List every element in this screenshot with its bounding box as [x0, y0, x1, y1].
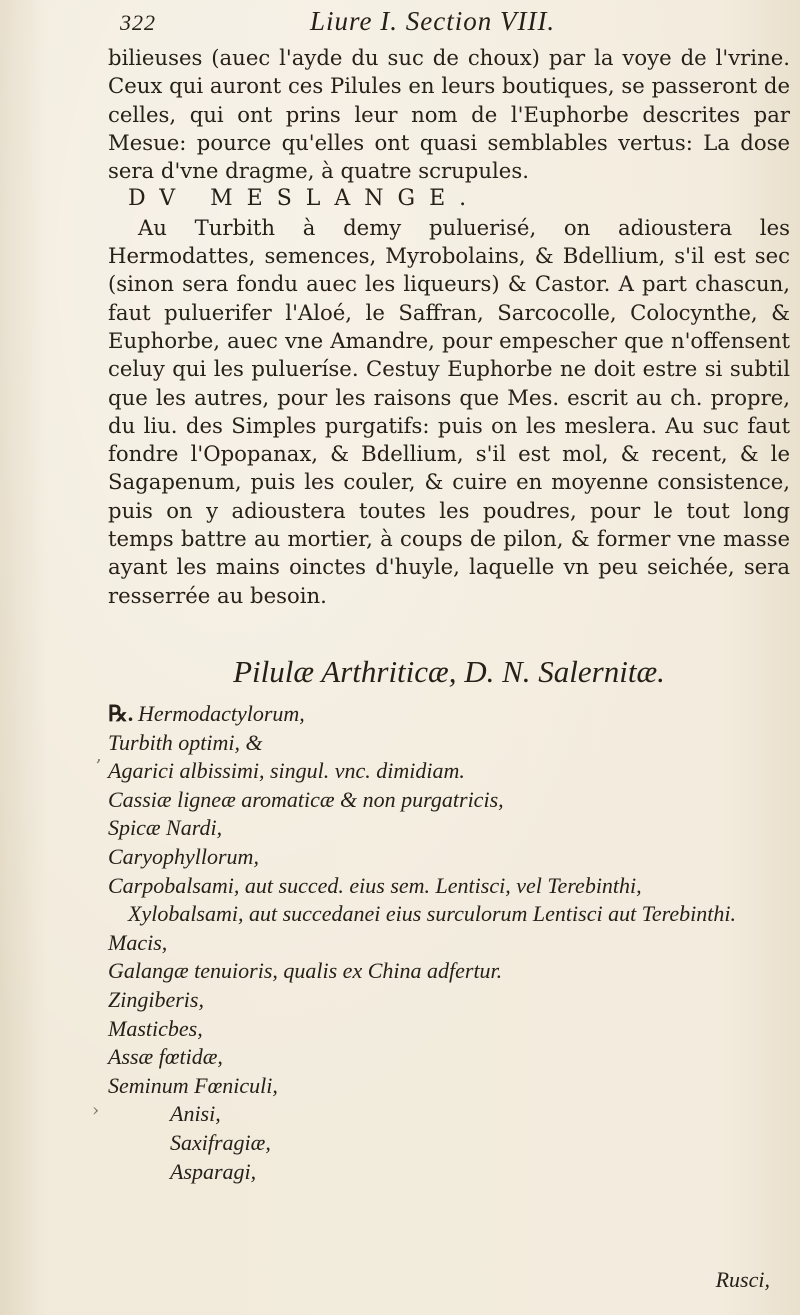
- ingredient-text: Galangæ tenuioris, qualis ex China adfertur.: [108, 958, 503, 984]
- ingredient-text: Anisi,: [170, 1101, 221, 1127]
- list-item: [108, 757, 790, 786]
- list-item: [108, 814, 790, 843]
- list-item: [108, 1129, 790, 1158]
- ingredient-text: Cassiæ ligneæ aromaticæ & non purgatricis,: [108, 786, 504, 812]
- catchword: Rusci,: [715, 1267, 770, 1292]
- recipe-symbol: ℞.: [108, 701, 134, 726]
- paragraph-1: bilieuses (auec l'ayde du suc de choux) par la voye de l'vrine. Ceux qui auront ces Pilules en leurs boutiques, se passeront de celles, qui ont prins leur nom de l'Euphorbe descrites par Mesue: pource qu'elles ont quasi semblables vertus: La dose sera d'vne dragme, à quatre scrupules.: [108, 45, 790, 184]
- page-header: [110, 6, 670, 38]
- list-item: [108, 786, 790, 815]
- list-item: [108, 1100, 790, 1129]
- list-item: [108, 900, 790, 929]
- margin-mark: ,: [96, 745, 102, 766]
- list-item: [108, 872, 790, 901]
- ingredient-text: Caryophyllorum,: [108, 843, 259, 869]
- recipe-title: Pilulæ Arthriticæ, D. N. Salernitæ.: [233, 654, 665, 689]
- paragraph-2: Au Turbith à demy puluerisé, on adioustera les Hermodattes, semences, Myrobolains, & Bdellium, s'il est sec (sinon sera fondu auec les liqueurs) & Castor. A part chascun, faut puluerifer l'Aloé, le Saffran, Sarcocolle, Colocynthe, & Euphorbe, auec vne Amandre, pour empescher que n'offensent celuy qui les pulueríse. Cestuy Euphorbe ne doit estre si subtil que les autres, pour les raisons que Mes. escrit au ch. propre, du liu. des Simples purgatifs: puis on les meslera. Au suc faut fondre l'Opopanax, & Bdellium, s'il est mol, & recent, & le Sagapenum, puis les couler, & cuire en moyenne consistence, puis on y adioustera toutes les poudres, pour le tout long temps battre au mortier, à coups de pilon, & former vne masse ayant les mains oinctes d'huyle, laquelle vn peu seichée, sera resserrée au besoin.: [108, 214, 790, 608]
- ingredient-text: Xylobalsami, aut succedanei eius surculorum Lentisci aut Terebinthi.: [128, 901, 737, 927]
- ingredient-text: Turbith optimi, &: [108, 729, 263, 755]
- ingredient-text: Assæ fœtidæ,: [108, 1044, 223, 1070]
- list-item: [108, 929, 790, 958]
- recipe-block: [108, 652, 790, 1186]
- ingredient-text: Macis,: [108, 929, 168, 955]
- ingredient-list: [108, 700, 790, 1186]
- list-item: [108, 1158, 790, 1187]
- list-item: [108, 1015, 790, 1044]
- list-item: [108, 1043, 790, 1072]
- list-item: [108, 1072, 790, 1101]
- ingredient-text: Masticbes,: [108, 1015, 203, 1041]
- list-item: [108, 729, 790, 758]
- page-number: 322: [120, 10, 156, 35]
- ingredient-text: Zingiberis,: [108, 986, 204, 1012]
- list-item: [108, 843, 790, 872]
- ingredient-text: Saxifragiæ,: [170, 1129, 271, 1155]
- list-item: [108, 986, 790, 1015]
- ingredient-text: Agarici albissimi, singul. vnc. dimidiam.: [108, 758, 465, 784]
- section-heading: DV MESLANGE.: [128, 186, 481, 212]
- list-item: [108, 700, 790, 729]
- ingredient-text: Hermodactylorum,: [138, 701, 305, 726]
- ingredient-text: Asparagi,: [170, 1158, 257, 1184]
- margin-mark: ›: [92, 1100, 100, 1121]
- running-title: Liure I. Section VIII.: [310, 6, 556, 36]
- prose-body: [108, 44, 790, 610]
- ingredient-text: Carpobalsami, aut succed. eius sem. Lentisci, vel Terebinthi,: [108, 872, 642, 898]
- list-item: [108, 957, 790, 986]
- ingredient-text: Spicæ Nardi,: [108, 815, 223, 841]
- ingredient-text: Seminum Fœniculi,: [108, 1072, 278, 1098]
